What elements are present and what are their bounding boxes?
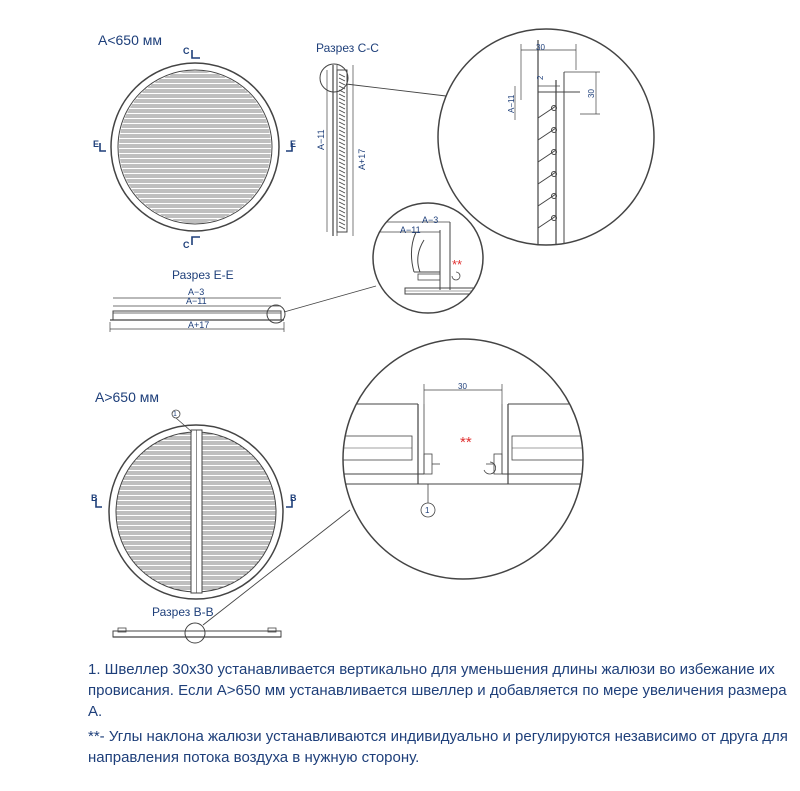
detail-cc-dim-30-top: 30 (536, 43, 545, 52)
louvre-blade-tick (339, 82, 345, 85)
louvre-blade-tick (339, 134, 345, 137)
louvre-blade-tick (339, 110, 345, 113)
louvre-blade-tick (339, 210, 345, 213)
large-grille-title: A>650 мм (95, 389, 160, 405)
louvre-blade-tick (339, 78, 345, 81)
louvre-blade-tick (339, 222, 345, 225)
section-ee-dim-a3: A−3 (188, 287, 205, 297)
large-grille-callout: 1 (173, 411, 177, 418)
louvre-blade-tick (339, 114, 345, 117)
louvre-blade-tick (339, 146, 345, 149)
cut-label-b-left: B (91, 493, 98, 503)
detail-ee-dim-a11: A−11 (400, 225, 421, 235)
detail-bb-callout: 1 (425, 506, 430, 515)
louvre-blade-tick (339, 138, 345, 141)
grille-small-front-view (100, 50, 292, 245)
cut-label-c-top: C (183, 46, 190, 56)
section-ee-dim-a17: A+17 (188, 320, 210, 330)
louvre-blade-tick (339, 94, 345, 97)
small-grille-title: A<650 мм (98, 32, 163, 48)
notes-block (88, 659, 788, 768)
louvre-blade-tick (339, 154, 345, 157)
cut-label-e-right: E (290, 139, 297, 149)
louvre-blade-tick (339, 226, 345, 229)
note-channel: 1. Швеллер 30х30 устанавливается вертикально для уменьшения длины жалюзи во избежание их провисания. Если А>650 мм устанавливается швеллер и добавляется по мере увеличения размера А. (88, 661, 787, 720)
louvre-blade-tick (339, 162, 345, 165)
louvre-blade-tick (339, 142, 345, 145)
detail-ee-angle-mark: ** (452, 257, 463, 272)
louvre-blade-tick (339, 166, 345, 169)
note-blade-angles: **- Углы наклона жалюзи устанавливаются индивидуально и регулируются независимо от друга для направления потока воздуха в нужную сторону. (88, 728, 788, 766)
section-bb-title: Разрез B-B (152, 605, 214, 619)
section-cc-title: Разрез C-C (316, 41, 379, 55)
detail-cc-dim-a11: A−11 (507, 94, 516, 113)
section-ee (110, 286, 376, 332)
louvre-blade-tick (339, 198, 345, 201)
detail-bb-dim-30: 30 (458, 382, 467, 391)
section-cc-dim-a11: A−11 (316, 129, 326, 150)
louvre-blade-tick (339, 102, 345, 105)
louvre-blade-tick (339, 194, 345, 197)
louvre-blade-tick (339, 206, 345, 209)
louvre-blade-tick (339, 214, 345, 217)
louvre-blade-tick (339, 218, 345, 221)
grille-large-front-view (96, 410, 292, 599)
louvre-blade-tick (339, 106, 345, 109)
louvre-blade-tick (339, 150, 345, 153)
louvre-blade-tick (339, 158, 345, 161)
detail-bb-angle-mark: ** (460, 434, 472, 451)
cut-label-e-left: E (93, 139, 100, 149)
louvre-blade-tick (339, 122, 345, 125)
louvre-blade-tick (339, 118, 345, 121)
cut-label-c-bottom: C (183, 240, 190, 250)
detail-ee-dim-a3: A−3 (422, 215, 439, 225)
cut-label-b-right: B (290, 493, 297, 503)
louvre-blade-tick (339, 130, 345, 133)
louvre-blade-tick (339, 186, 345, 189)
louvre-blade-tick (339, 174, 345, 177)
louvre-blade-tick (339, 74, 345, 77)
detail-cc-dim-30-side: 30 (587, 89, 596, 98)
section-ee-title: Разрез E-E (172, 268, 234, 282)
louvre-blade-tick (339, 202, 345, 205)
louvre-blade-tick (339, 170, 345, 173)
detail-cc-dim-2: 2 (536, 75, 545, 80)
louvre-blade-tick (339, 126, 345, 129)
louvre-blade-tick (339, 182, 345, 185)
louvre-blade-tick (339, 98, 345, 101)
section-cc-dim-a17: A+17 (357, 148, 367, 170)
detail-bb-zoom (340, 339, 590, 579)
section-ee-dim-a11: A−11 (186, 296, 207, 306)
louvre-blade-tick (339, 190, 345, 193)
louvre-blade-tick (339, 178, 345, 181)
